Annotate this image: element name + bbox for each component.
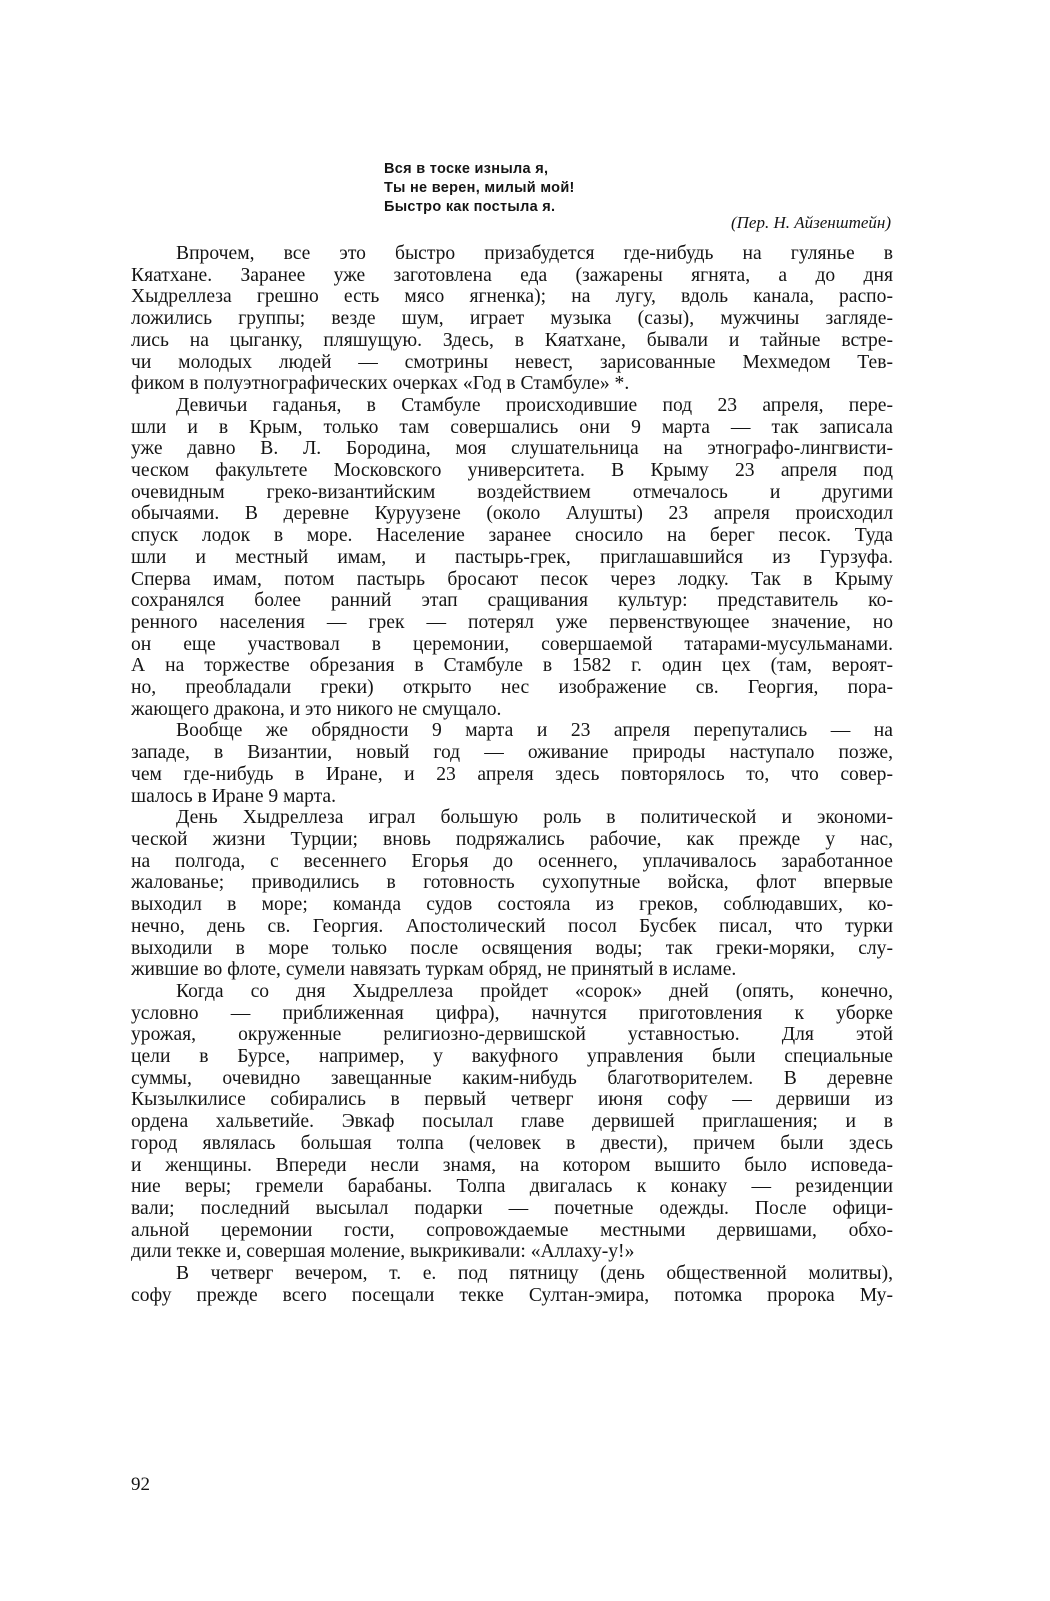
paragraph — [131, 720, 893, 807]
text-line: День Хыдреллеза играл большую роль в политической и экономи- — [176, 807, 893, 829]
text-line: дили текке и, совершая моление, выкрикивали: «Аллаху-у!» — [131, 1241, 635, 1263]
text-line: чи молодых людей — смотрины невест, зарисованные Мехмедом Тев- — [131, 351, 893, 373]
text-line: ордена хальветийе. Эвкаф посылал главе дервишей приглашения; и в — [131, 1111, 893, 1133]
translator-credit: (Пер. Н. Айзенштейн) — [730, 213, 891, 232]
text-line: сохранялся более ранний этап сращивания культур: представитель ко- — [131, 590, 893, 612]
verse-line: Вся в тоске изныла я, — [384, 161, 549, 177]
paragraph — [131, 395, 893, 721]
text-line: чем где-нибудь в Иране, и 23 апреля здесь повторялось то, что совер- — [131, 763, 893, 785]
text-line: шалось в Иране 9 марта. — [131, 785, 337, 807]
text-line: и женщины. Впереди несли знамя, на котором вышито было исповеда- — [131, 1154, 893, 1176]
text-line: спуск лодок в море. Население заранее сносило на берег песок. Туда — [131, 525, 893, 547]
text-line: Девичьи гаданья, в Стамбуле происходившие под 23 апреля, пере- — [176, 394, 893, 416]
text-line: ческой жизни Турции; вновь подряжались рабочие, как прежде у нас, — [131, 828, 893, 850]
verse-block — [384, 160, 893, 217]
text-line: уже давно В. Л. Бородина, моя слушательница на этнографо-лингвисти- — [131, 438, 893, 460]
text-line: ложились группы; везде шум, играет музыка (сазы), мужчины загляде- — [131, 308, 893, 330]
text-line: на полгода, с весеннего Егорья до осеннего, уплачивалось заработанное — [131, 850, 893, 872]
text-line: Хыдреллеза грешно есть мясо ягненка); на лугу, вдоль канала, распо- — [131, 286, 893, 308]
page-number: 92 — [131, 1474, 150, 1495]
text-line: вали; последний высылал подарки — почетные одежды. После офици- — [131, 1197, 893, 1219]
text-line: В четверг вечером, т. е. под пятницу (день общественной молитвы), — [176, 1263, 893, 1285]
text-line: шли и местный имам, и пастырь-грек, приглашавшийся из Гурзуфа. — [131, 546, 893, 568]
text-line: Когда со дня Хыдреллеза пройдет «сорок» дней (опять, конечно, — [176, 980, 893, 1002]
text-line: софу прежде всего посещали текке Султан-эмира, потомка пророка Му- — [131, 1284, 893, 1306]
page-body — [131, 160, 893, 1306]
text-line: лись на цыганку, пляшущую. Здесь, в Кяатхане, бывали и тайные встре- — [131, 329, 893, 351]
text-line: жалованье; приводились в готовность сухопутные войска, флот впервые — [131, 872, 893, 894]
verse-line: Быстро как постыла я. — [384, 199, 556, 215]
text-line: выходили в море только после освящения воды; так греки-моряки, слу- — [131, 937, 893, 959]
text-line: выходил в море; команда судов состояла из греков, соблюдавших, ко- — [131, 894, 893, 916]
paragraph — [131, 807, 893, 981]
text-line: условно — приближенная цифра), начнутся приготовления к уборке — [131, 1002, 893, 1024]
text-line: суммы, очевидно завещанные каким-нибудь благотворителем. В деревне — [131, 1067, 893, 1089]
text-line: жающего дракона, и это никого не смущало. — [131, 698, 502, 720]
text-line: урожая, окруженные религиозно-дервишской уставностью. Для этой — [131, 1024, 893, 1046]
text-line: ческом факультете Московского университета. В Крыму 23 апреля под — [131, 460, 893, 482]
text-line: ние веры; гремели барабаны. Толпа двигалась к конаку — резиденции — [131, 1176, 893, 1198]
paragraph — [131, 981, 893, 1263]
text-line: обычаями. В деревне Куруузене (около Алушты) 23 апреля происходил — [131, 503, 893, 525]
text-line: жившие во флоте, сумели навязать туркам обряд, не принятый в исламе. — [131, 959, 737, 981]
text-line: ренного населения — грек — потерял уже первенствующее значение, но — [131, 611, 893, 633]
text-line: Сперва имам, потом пастырь бросают песок через лодку. Так в Крыму — [131, 568, 893, 590]
text-line: шли и в Крым, только там совершались они 9 марта — так записала — [131, 416, 893, 438]
text-line: альной церемонии гости, сопровождаемые местными дервишами, обхо- — [131, 1219, 893, 1241]
text-line: но, преобладали греки) открыто нес изображение св. Георгия, пора- — [131, 677, 893, 699]
text-line: очевидным греко-византийским воздействием отмечалось и другими — [131, 481, 893, 503]
text-line: А на торжестве обрезания в Стамбуле в 1582 г. один цех (там, вероят- — [131, 655, 893, 677]
text-line: Впрочем, все это быстро призабудется где-нибудь на гулянье в — [176, 243, 893, 264]
text-line: он еще участвовал в церемонии, совершаемой татарами-мусульманами. — [131, 633, 893, 655]
text-line: нечно, день св. Георгия. Апостолический посол Бусбек писал, что турки — [131, 915, 893, 937]
text-line: фиком в полуэтнографических очерках «Год в Стамбуле» *. — [131, 373, 630, 395]
paragraph — [131, 243, 893, 395]
text-line: цели в Бурсе, например, у вакуфного управления были специальные — [131, 1046, 893, 1068]
text-line: западе, в Византии, новый год — оживание природы наступало позже, — [131, 742, 893, 764]
paragraph — [131, 1263, 893, 1306]
text-line: город являлась большая толпа (человек в двести), причем были здесь — [131, 1132, 893, 1154]
text-line: Кызылкилисе собирались в первый четверг июня софу — дервиши из — [131, 1089, 893, 1111]
text-line: Кяатхане. Заранее уже заготовлена еда (зажарены ягнята, а до дня — [131, 264, 893, 286]
text-line: Вообще же обрядности 9 марта и 23 апреля перепутались — на — [176, 720, 893, 742]
verse-line: Ты не верен, милый мой! — [384, 180, 575, 196]
